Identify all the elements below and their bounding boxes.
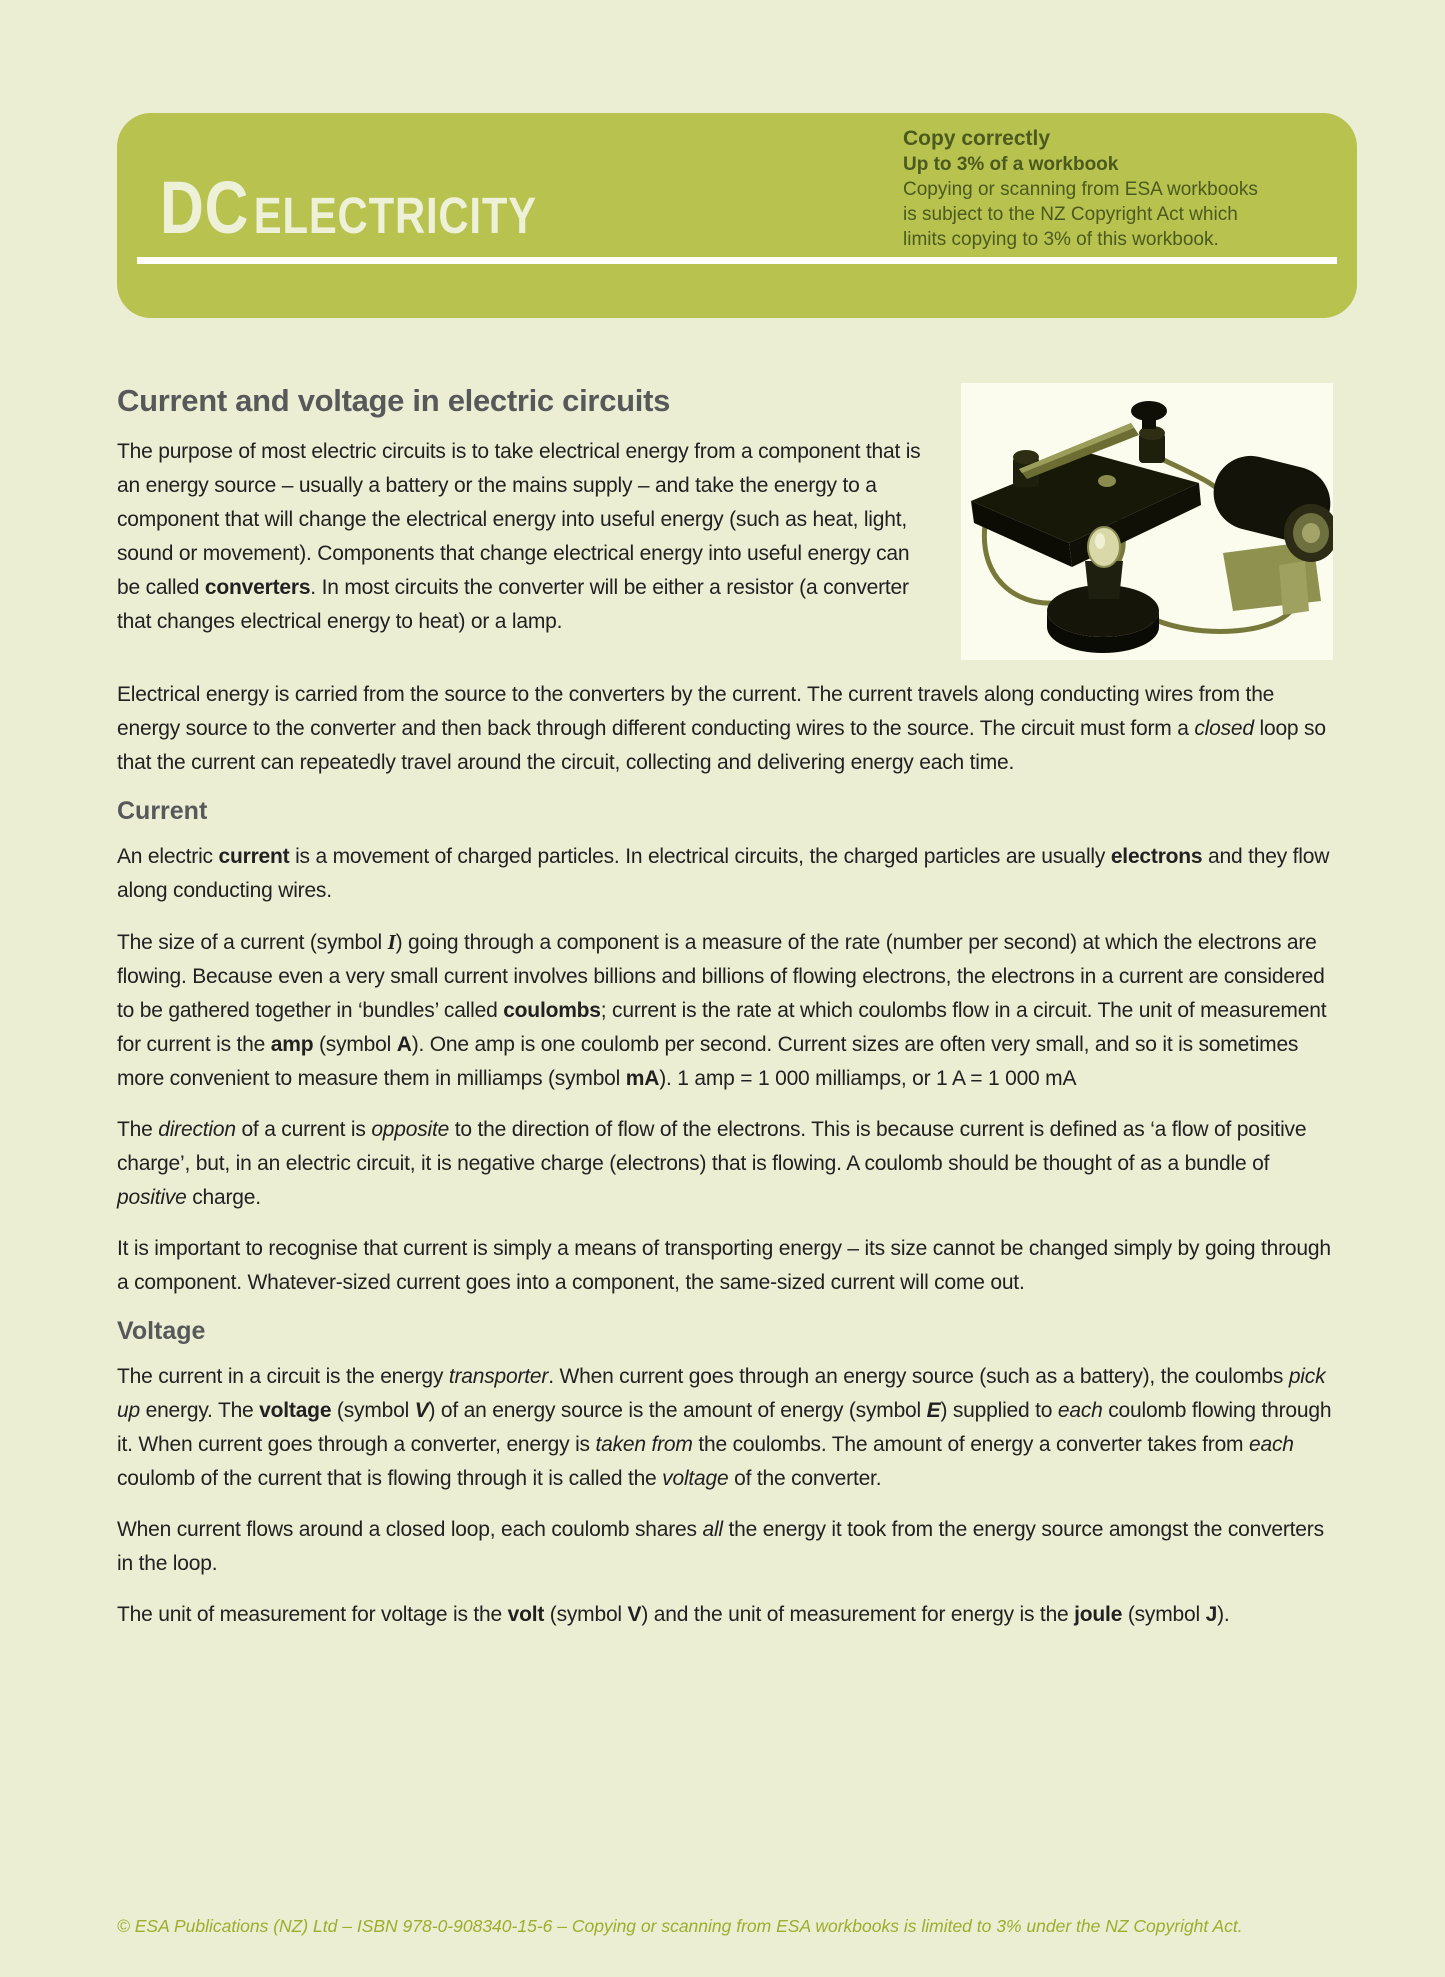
paragraph-loop xyxy=(117,678,1333,780)
text-run: the coulombs. The amount of energy a converter takes from xyxy=(692,1433,1249,1456)
text-run: V xyxy=(414,1399,429,1422)
paragraph-current-3 xyxy=(117,1113,1333,1215)
chapter-banner xyxy=(117,113,1357,318)
text-run: joule xyxy=(1074,1603,1123,1626)
paragraph-current-4 xyxy=(117,1232,1333,1300)
text-run: (symbol xyxy=(331,1399,415,1422)
page-title: Current and voltage in electric circuits xyxy=(117,383,671,418)
text-run: ). xyxy=(1217,1603,1230,1626)
text-run: ) and the unit of measurement for energy is the xyxy=(641,1603,1075,1626)
text-run: of a current is xyxy=(235,1118,372,1141)
text-run: the energy it took from the energy source amongst the converters in the loop. xyxy=(117,1518,1324,1575)
text-run: . When current goes through an energy source (such as a battery), the coulombs xyxy=(548,1365,1289,1388)
copyright-notice-line: limits copying to 3% of this workbook. xyxy=(903,229,1219,250)
text-run: pick up xyxy=(117,1365,1326,1422)
paragraph-voltage-3 xyxy=(117,1598,1333,1632)
text-run: each xyxy=(1057,1399,1103,1422)
text-run: loop so that the current can repeatedly travel around the circuit, collecting and delivering energy each time. xyxy=(117,717,1326,774)
text-run: (symbol xyxy=(313,1033,397,1056)
circuit-photo xyxy=(961,383,1333,660)
text-run: is a movement of charged particles. In electrical circuits, the charged particles are usually xyxy=(289,845,1111,868)
text-run: coulomb of the current that is flowing through it is called the xyxy=(117,1467,663,1490)
page-content xyxy=(117,383,1333,1649)
text-run: An electric xyxy=(117,845,219,868)
text-run: direction xyxy=(158,1118,236,1141)
text-run: energy. The xyxy=(139,1399,260,1422)
text-run: opposite xyxy=(371,1118,450,1141)
text-run: A xyxy=(396,1033,412,1056)
text-run: I xyxy=(387,930,396,954)
text-run: It is important to recognise that current is simply a means of transporting energy – its size cannot be changed simply by going through a component. Whatever-sized current goes into a component, the same-sized current will come out. xyxy=(117,1237,1331,1294)
text-run: The current in a circuit is the energy xyxy=(117,1365,449,1388)
text-run: transporter xyxy=(448,1365,549,1388)
header-rule xyxy=(137,257,1337,264)
text-run: E xyxy=(926,1399,941,1422)
text-run: (symbol xyxy=(544,1603,628,1626)
paragraph-current-2 xyxy=(117,925,1333,1096)
text-run: ; current is the rate at which coulombs flow in a circuit. The unit of measurement for current is the xyxy=(117,999,1327,1056)
text-run: each xyxy=(1249,1433,1294,1456)
text-run: mA xyxy=(625,1067,660,1090)
text-run: all xyxy=(702,1518,723,1541)
text-run: charge. xyxy=(186,1186,261,1209)
text-run: coulombs xyxy=(503,999,601,1022)
text-run: and they flow along conducting wires. xyxy=(117,845,1330,902)
copyright-notice-title: Copy correctly xyxy=(903,127,1051,150)
text-run: ) supplied to xyxy=(940,1399,1058,1422)
paragraph-current-1 xyxy=(117,840,1333,908)
text-run: current xyxy=(218,845,290,868)
section-heading-voltage: Voltage xyxy=(117,1317,206,1345)
text-run: The purpose of most electric circuits is to take electrical energy from a component that is an energy source – usually a battery or the mains supply – and take the energy to a component that will change the electrical energy into useful energy (such as heat, light, sound or movement). Components that change electrical energy into useful energy can be called xyxy=(117,440,921,599)
paragraph-voltage-2 xyxy=(117,1513,1333,1581)
text-run: ) of an energy source is the amount of energy (symbol xyxy=(428,1399,927,1422)
text-run: V xyxy=(627,1603,642,1626)
text-run: voltage xyxy=(662,1467,729,1490)
text-run: to the direction of flow of the electrons. This is because current is defined as ‘a flow of positive charge’, but, in an electric circuit, it is negative charge (electrons) that is flowing. A coulomb should be thought of as a bundle of xyxy=(117,1118,1307,1175)
text-run: taken from xyxy=(595,1433,693,1456)
text-run: (symbol xyxy=(1122,1603,1206,1626)
text-run: Electrical energy is carried from the source to the converters by the current. The current travels along conducting wires from the energy source to the converter and then back through different conducting wires to the source. The circuit must form a xyxy=(117,683,1275,740)
text-run: positive xyxy=(117,1186,187,1209)
text-run: converters xyxy=(204,576,311,599)
copyright-notice xyxy=(903,125,1258,252)
text-run: ). One amp is one coulomb per second. Current sizes are often very small, and so it is sometimes more convenient to measure them in milliamps (symbol xyxy=(117,1033,1299,1090)
text-run: volt xyxy=(507,1603,545,1626)
text-run: ). 1 amp = 1 000 milliamps, or 1 A = 1 000 mA xyxy=(659,1067,1077,1090)
chapter-title xyxy=(160,166,537,249)
text-run: When current flows around a closed loop, each coulomb shares xyxy=(117,1518,703,1541)
text-run: ) going through a component is a measure of the rate (number per second) at which the electrons are flowing. Because even a very small current involves billions and billions of flowing electrons, the electrons in a current are considered to be gathered together in ‘bundles’ called xyxy=(117,931,1325,1022)
text-run: J xyxy=(1205,1603,1218,1626)
copyright-notice-subtitle: Up to 3% of a workbook xyxy=(903,154,1119,175)
text-run: The size of a current (symbol xyxy=(117,931,388,954)
chapter-title-dc: DC xyxy=(160,166,250,249)
text-run: amp xyxy=(270,1033,314,1056)
text-run: closed xyxy=(1194,717,1254,740)
chapter-title-rest: ELECTRICITY xyxy=(253,187,537,244)
paragraph-voltage-1 xyxy=(117,1360,1333,1496)
text-run: The unit of measurement for voltage is the xyxy=(117,1603,508,1626)
text-run: of the converter. xyxy=(728,1467,882,1490)
section-heading-current: Current xyxy=(117,797,208,825)
text-run: . In most circuits the converter will be either a resistor (a converter that changes electrical energy to heat) or a lamp. xyxy=(117,576,909,633)
page-footer: © ESA Publications (NZ) Ltd – ISBN 978-0-908340-15-6 – Copying or scanning from ESA workbooks is limited to 3% under the NZ Copyright Act. xyxy=(117,1916,1243,1936)
copyright-notice-line: is subject to the NZ Copyright Act which xyxy=(903,204,1238,225)
copyright-notice-line: Copying or scanning from ESA workbooks xyxy=(903,179,1258,200)
text-run: voltage xyxy=(259,1399,332,1422)
text-run: electrons xyxy=(1110,845,1203,868)
text-run: coulomb flowing through it. When current goes through a converter, energy is xyxy=(117,1399,1332,1456)
text-run: The xyxy=(117,1118,159,1141)
